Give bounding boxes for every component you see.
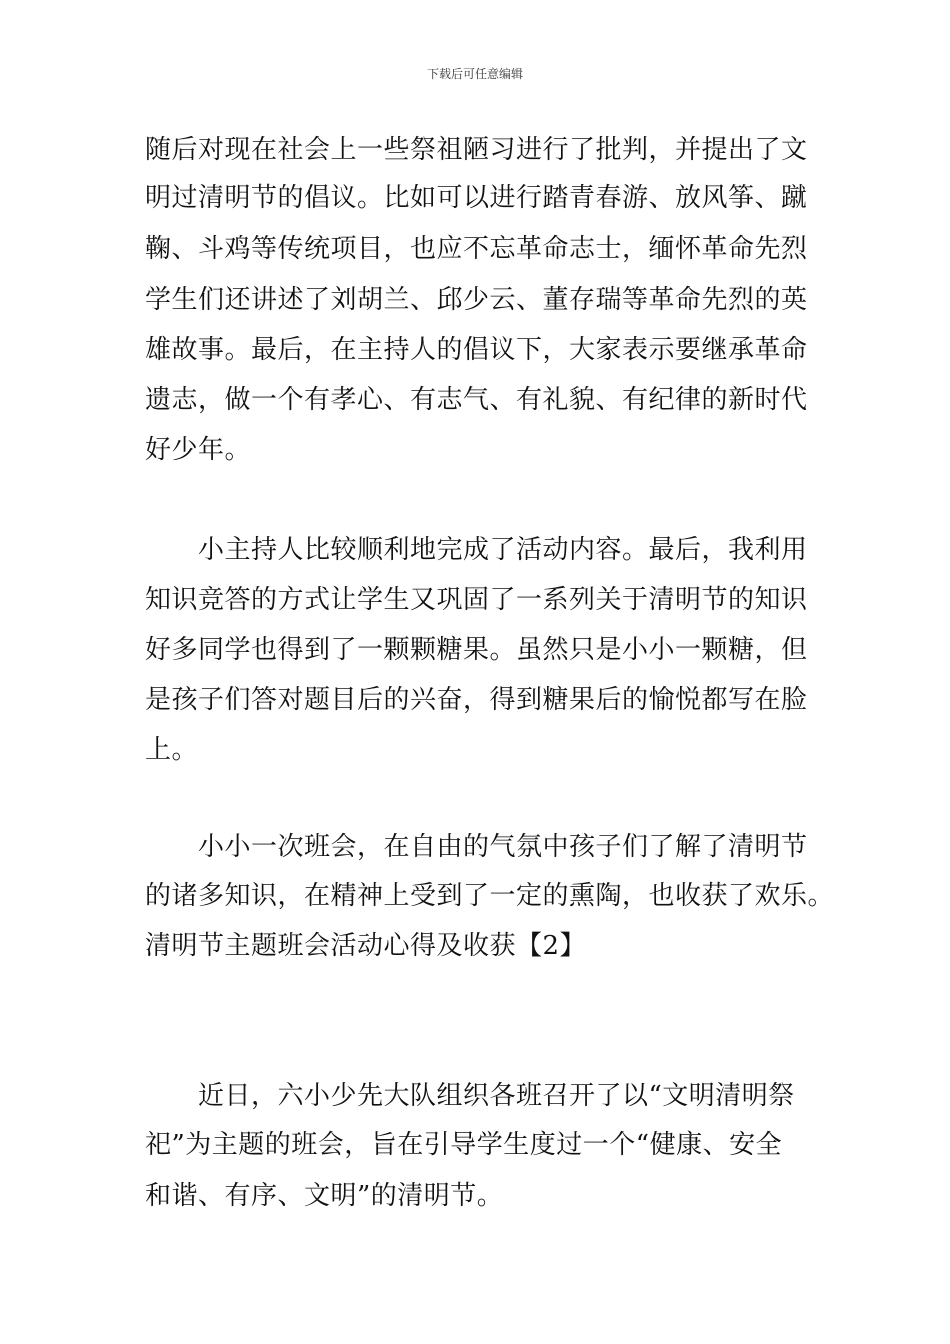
paragraph-line: 好少年。 [145, 435, 252, 465]
paragraph-line: 明过清明节的倡议。比如可以进行踏青春游、放风筝、蹴 [145, 183, 808, 213]
paragraph-line: 小小一次班会，在自由的气氛中孩子们了解了清明节 [198, 832, 808, 862]
paragraph-line: 随后对现在社会上一些祭祖陋习进行了批判，并提出了文 [145, 135, 808, 165]
paragraph-line: 学生们还讲述了刘胡兰、邱少云、董存瑞等革命先烈的英 [145, 285, 808, 315]
paragraph-line: 是孩子们答对题目后的兴奋，得到糖果后的愉悦都写在脸 [145, 685, 808, 715]
paragraph-line: 雄故事。最后，在主持人的倡议下，大家表示要继承革命 [145, 335, 808, 365]
paragraph-line: 知识竞答的方式让学生又巩固了一系列关于清明节的知识 [145, 585, 808, 615]
paragraph-line: 鞠、斗鸡等传统项目，也应不忘革命志士，缅怀革命先烈 [145, 234, 808, 264]
paragraph-line: 祀”为主题的班会，旨在引导学生度过一个“健康、安全 [145, 1130, 783, 1160]
paragraph-line: 上。 [145, 735, 199, 765]
paragraph-line: 小主持人比较顺利地完成了活动内容。最后，我利用 [198, 535, 808, 565]
paragraph-line: 遗志，做一个有孝心、有志气、有礼貌、有纪律的新时代 [145, 385, 808, 415]
page-header: 下载后可任意编辑 [426, 67, 523, 81]
section-heading: 清明节主题班会活动心得及收获【2】 [145, 931, 587, 961]
paragraph-line: 和谐、有序、文明”的清明节。 [145, 1181, 504, 1211]
paragraph-line: 好多同学也得到了一颗颗糖果。虽然只是小小一颗糖，但 [145, 635, 808, 665]
paragraph-line: 近日，六小少先大队组织各班召开了以“文明清明祭 [198, 1081, 795, 1111]
paragraph-line: 的诸多知识，在精神上受到了一定的熏陶，也收获了欢乐。 [145, 881, 835, 911]
